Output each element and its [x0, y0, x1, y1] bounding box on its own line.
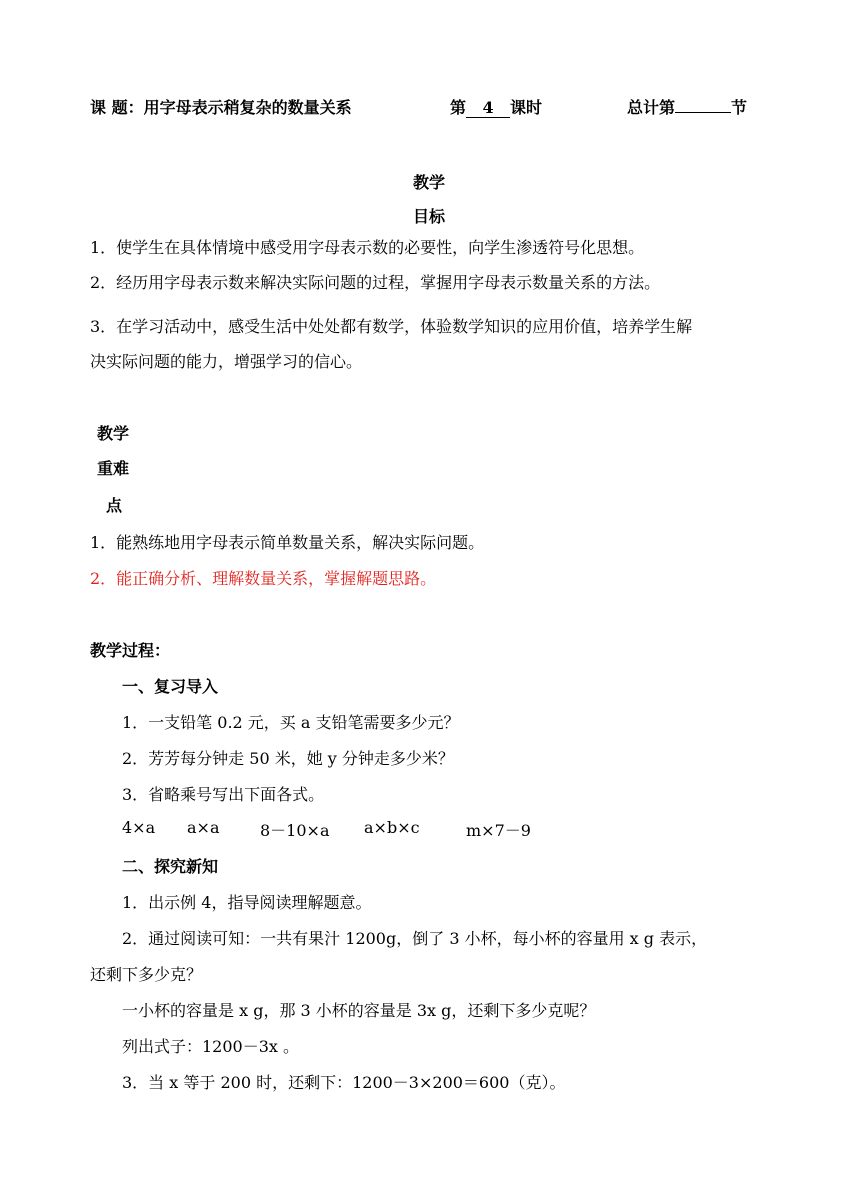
- lesson-number-line: [450, 95, 542, 118]
- review-item: 3．省略乘号写出下面各式。: [122, 785, 325, 804]
- section-title-explore: 二、探究新知: [122, 857, 219, 876]
- keypoint-item: 1．能熟练地用字母表示简单数量关系，解决实际问题。: [90, 533, 485, 552]
- expression: a×a: [187, 818, 220, 837]
- objectives-heading-line1: 教学: [413, 173, 446, 192]
- lesson-number: 4: [466, 99, 510, 118]
- objective-item-continued: 决实际问题的能力，增强学习的信心。: [90, 352, 363, 371]
- expression: m×7－9: [466, 821, 531, 840]
- topic-title: 用字母表示稍复杂的数量关系: [143, 98, 352, 117]
- review-item: 1．一支铅笔 0.2 元，买 a 支铅笔需要多少元？: [122, 713, 460, 732]
- explore-item-continued: 还剩下多少克？: [90, 965, 203, 984]
- review-item: 2．芳芳每分钟走 50 米，她 y 分钟走多少米？: [122, 749, 454, 768]
- section-title-review: 一、复习导入: [122, 677, 219, 696]
- objective-item: 2．经历用字母表示数来解决实际问题的过程，掌握用字母表示数量关系的方法。: [90, 273, 661, 292]
- total-number: [675, 112, 731, 113]
- explore-item: 一小杯的容量是 x g，那 3 小杯的容量是 3x g，还剩下多少克呢？: [122, 1001, 596, 1020]
- total-count-line: [627, 95, 747, 118]
- total-suffix: 节: [731, 98, 748, 117]
- explore-item: 2．通过阅读可知：一共有果汁 1200g，倒了 3 小杯，每小杯的容量用 x g 表示，: [122, 929, 708, 948]
- expression: 4×a: [122, 818, 156, 837]
- topic-label: 课 题：: [90, 98, 144, 117]
- explore-item: 列出式子：1200－3x 。: [122, 1037, 300, 1056]
- objective-item: 3．在学习活动中，感受生活中处处都有数学，体验数学知识的应用价值，培养学生解: [90, 317, 693, 336]
- keypoint-item-highlighted: 2．能正确分析、理解数量关系，掌握解题思路。: [90, 569, 437, 588]
- lesson-suffix: 课时: [510, 98, 543, 117]
- total-prefix: 总计第: [627, 98, 676, 117]
- topic-line: [90, 95, 352, 118]
- keypoints-heading-line3: 点: [106, 496, 123, 515]
- explore-item: 1．出示例 4，指导阅读理解题意。: [122, 893, 372, 912]
- keypoints-heading-line1: 教学: [97, 424, 130, 443]
- explore-item: 3．当 x 等于 200 时，还剩下：1200－3×200＝600（克）。: [122, 1073, 566, 1092]
- objectives-heading-line2: 目标: [413, 207, 446, 226]
- lesson-prefix: 第: [450, 98, 467, 117]
- expression: 8－10×a: [260, 821, 330, 840]
- expression: a×b×c: [364, 818, 420, 837]
- keypoints-heading-line2: 重难: [97, 459, 130, 478]
- objective-item: 1．使学生在具体情境中感受用字母表示数的必要性，向学生渗透符号化思想。: [90, 238, 645, 257]
- process-heading: 教学过程：: [90, 641, 171, 660]
